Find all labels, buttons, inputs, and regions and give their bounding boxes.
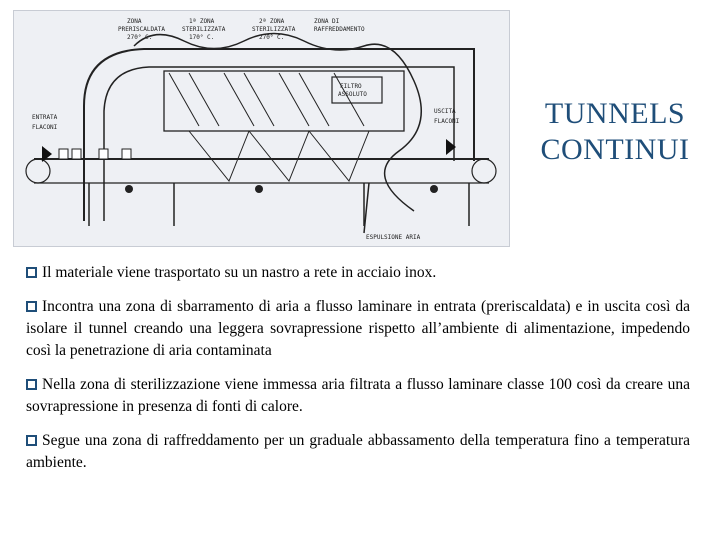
bullet-item: [26, 262, 690, 284]
zone-cool-label-2: RAFFREDDAMENTO: [314, 26, 365, 33]
zone-cool-label: ZONA DI: [314, 18, 340, 25]
bullet-item: [26, 430, 690, 474]
zone-preheat-label: ZONA: [127, 18, 142, 25]
bullet-text: Nella zona di sterilizzazione viene immessa aria filtrata a flusso laminare classe 100 così da creare una sovrapressione in presenza di fonti di calore.: [26, 376, 690, 415]
tunnel-drawing: [14, 11, 509, 246]
filter-label-2: ASSOLUTO: [338, 91, 367, 98]
zone-preheat-temp: 270° C.: [127, 34, 153, 41]
slide-title: [520, 96, 710, 168]
entry-label-2: FLACONI: [32, 124, 58, 131]
exit-label: USCITA: [434, 108, 456, 115]
bullet-item: [26, 374, 690, 418]
checkbox-bullet-icon: [26, 301, 37, 312]
zone-preheat-label-2: PRERISCALDATA: [118, 26, 165, 33]
exit-label-2: FLACONI: [434, 118, 460, 125]
bullet-text: Il materiale viene trasportato su un nastro a rete in acciaio inox.: [42, 264, 437, 281]
bullet-text: Incontra una zona di sbarramento di aria a flusso laminare in entrata (preriscaldata) e in uscita così da isolare il tunnel creando una leggera sovrapressione rispetto all’ambiente di alimentazione, impedendo così la penetrazione di aria contaminata: [26, 298, 690, 359]
filter-label: FILTRO: [340, 83, 362, 90]
checkbox-bullet-icon: [26, 435, 37, 446]
zone-ster2-temp: 270° C.: [259, 34, 285, 41]
title-line-1: TUNNELS: [544, 97, 686, 130]
title-line-2: CONTINUI: [540, 133, 690, 166]
checkbox-bullet-icon: [26, 379, 37, 390]
entry-label: ENTRATA: [32, 114, 58, 121]
exhaust-label: ESPULSIONE ARIA: [366, 234, 421, 241]
bullet-text: Segue una zona di raffreddamento per un graduale abbassamento della temperatura fino a temperatura ambiente.: [26, 432, 690, 471]
zone-ster2-label: 2ª ZONA: [259, 18, 285, 25]
zone-ster1-label: 1ª ZONA: [189, 18, 215, 25]
tunnel-diagram: [13, 10, 510, 247]
checkbox-bullet-icon: [26, 267, 37, 278]
bullet-list: [26, 262, 690, 486]
zone-ster1-temp: 170° C.: [189, 34, 215, 41]
zone-ster1-label-2: STERILIZZATA: [182, 26, 226, 33]
bullet-item: [26, 296, 690, 362]
zone-ster2-label-2: STERILIZZATA: [252, 26, 296, 33]
